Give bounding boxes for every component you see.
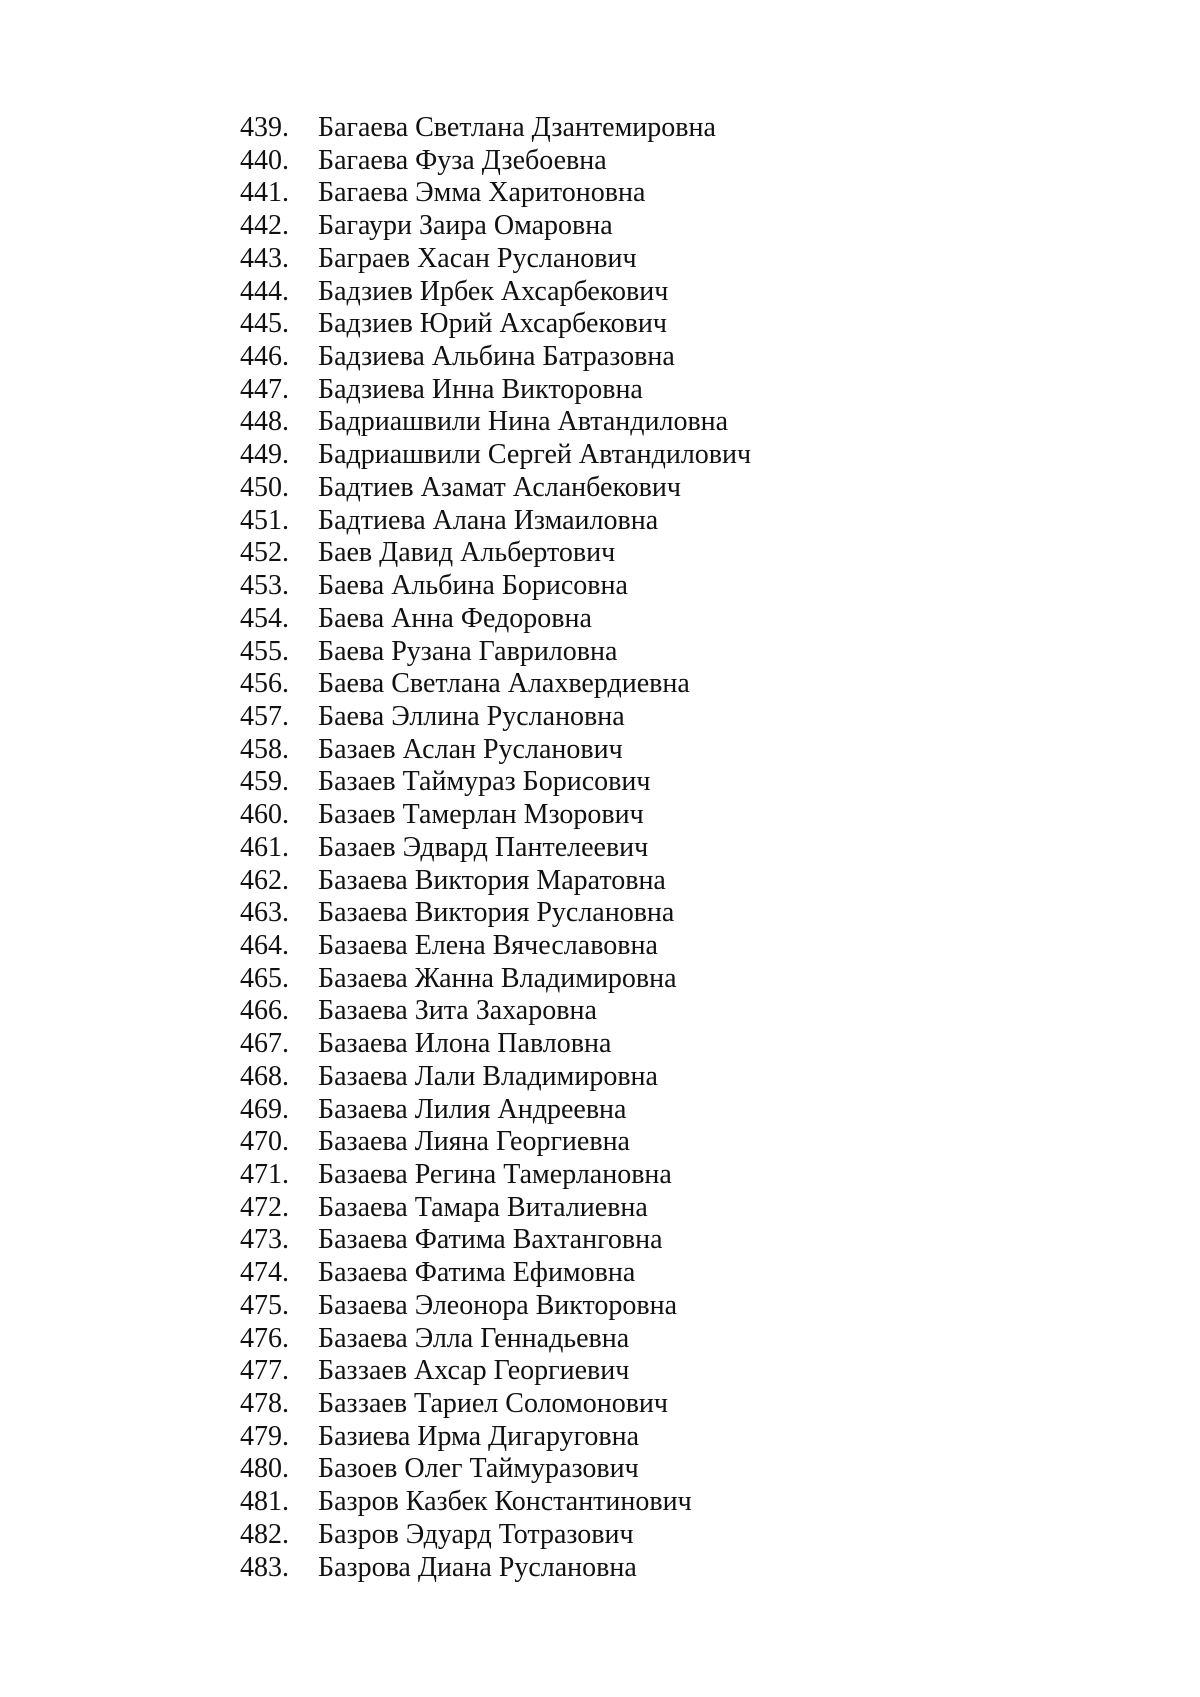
- list-item-name: Базиева Ирма Дигаруговна: [318, 1420, 640, 1452]
- list-item-number: 453.: [240, 570, 289, 602]
- list-item-name: Баграев Хасан Русланович: [318, 242, 637, 274]
- list-item-name: Базаева Лилия Андреевна: [318, 1093, 627, 1125]
- list-item-number: 479.: [240, 1420, 289, 1452]
- list-item-name: Базаева Лали Владимировна: [318, 1060, 658, 1092]
- list-item-name: Базаева Фатима Вахтанговна: [318, 1224, 663, 1256]
- list-item-name: Базаева Регина Тамерлановна: [318, 1159, 672, 1190]
- list-item-number: 471.: [240, 1159, 289, 1190]
- list-item-name: Бадзиев Юрий Ахсарбекович: [318, 308, 667, 340]
- list-item-name: Базаева Елена Вячеславовна: [318, 929, 658, 961]
- list-item-number: 483.: [240, 1551, 289, 1583]
- list-item-name: Багаева Фуза Дзебоевна: [318, 144, 607, 176]
- list-item-number: 446.: [240, 341, 289, 373]
- list-item-number: 442.: [240, 210, 289, 242]
- list-item-number: 458.: [240, 733, 289, 765]
- list-item-number: 481.: [240, 1486, 289, 1518]
- list-item-name: Баззаев Ахсар Георгиевич: [318, 1355, 630, 1387]
- list-item-number: 449.: [240, 439, 289, 471]
- list-item-name: Бадриашвили Нина Автандиловна: [318, 406, 729, 438]
- list-item-name: Базаева Виктория Руслановна: [318, 897, 675, 929]
- list-item-number: 440.: [240, 144, 289, 176]
- list-item-number: 445.: [240, 308, 289, 340]
- list-item-name: Базаева Виктория Маратовна: [318, 864, 666, 896]
- list-item-name: Базаева Илона Павловна: [318, 1028, 612, 1060]
- list-item-number: 454.: [240, 602, 289, 634]
- list-item-name: Базрова Диана Руслановна: [318, 1551, 637, 1583]
- list-item-name: Базаева Фатима Ефимовна: [318, 1257, 636, 1289]
- list-item-number: 444.: [240, 275, 289, 307]
- list-item-number: 457.: [240, 700, 289, 732]
- list-item-name: Базаев Таймураз Борисович: [318, 766, 651, 798]
- list-item-name: Баева Альбина Борисовна: [318, 570, 628, 602]
- list-item-number: 482.: [240, 1518, 289, 1550]
- list-item-number: 452.: [240, 537, 289, 569]
- list-item-name: Багаева Эмма Харитоновна: [318, 177, 646, 209]
- list-item-name: Бадриашвили Сергей Автандилович: [318, 439, 752, 471]
- list-item-number: 477.: [240, 1355, 289, 1387]
- list-item-number: 463.: [240, 897, 289, 929]
- list-item-number: 441.: [240, 177, 289, 209]
- list-item-number: 480.: [240, 1453, 289, 1485]
- list-item-number: 469.: [240, 1093, 289, 1125]
- list-item-name: Базаева Жанна Владимировна: [318, 962, 677, 994]
- list-item-name: Базаева Элеонора Викторовна: [318, 1289, 678, 1321]
- list-item-name: Бадзиева Альбина Батразовна: [318, 341, 675, 373]
- list-item-name: Баева Светлана Алахвердиевна: [318, 668, 690, 700]
- list-item-number: 461.: [240, 831, 289, 863]
- list-item-name: Базров Казбек Константинович: [318, 1486, 692, 1518]
- list-item-number: 448.: [240, 406, 289, 438]
- list-item-number: 466.: [240, 995, 289, 1027]
- list-item-name: Базаев Эдвард Пантелеевич: [318, 831, 649, 863]
- list-item-name: Базаев Аслан Русланович: [318, 733, 623, 765]
- list-item-number: 472.: [240, 1191, 289, 1223]
- list-item-name: Базаева Зита Захаровна: [318, 995, 597, 1027]
- list-item-number: 474.: [240, 1257, 289, 1289]
- list-item-name: Бадзиева Инна Викторовна: [318, 373, 643, 405]
- list-item-number: 460.: [240, 799, 289, 831]
- list-item-name: Базров Эдуард Тотразович: [318, 1518, 634, 1550]
- list-item-number: 451.: [240, 504, 289, 536]
- list-item-number: 456.: [240, 668, 289, 700]
- list-item-name: Базаева Элла Геннадьевна: [318, 1322, 630, 1354]
- list-item-number: 476.: [240, 1322, 289, 1354]
- list-item-name: Базаева Лияна Георгиевна: [318, 1126, 630, 1158]
- list-item-name: Базаева Тамара Виталиевна: [318, 1191, 648, 1223]
- list-item-number: 462.: [240, 864, 289, 896]
- list-item-number: 473.: [240, 1224, 289, 1256]
- list-item-number: 475.: [240, 1289, 289, 1321]
- list-item-number: 455.: [240, 635, 289, 667]
- list-item-name: Бадтиев Азамат Асланбекович: [318, 471, 681, 503]
- list-item-name: Баев Давид Альбертович: [318, 537, 616, 569]
- list-item-number: 464.: [240, 929, 289, 961]
- list-item-name: Баззаев Тариел Соломонович: [318, 1388, 668, 1420]
- list-item-number: 447.: [240, 373, 289, 405]
- list-item-number: 470.: [240, 1126, 289, 1158]
- list-item-name: Баева Рузана Гавриловна: [318, 635, 618, 667]
- list-item-name: Баева Эллина Руслановна: [318, 700, 625, 732]
- list-item-number: 478.: [240, 1388, 289, 1420]
- list-item-name: Багаури Заира Омаровна: [318, 210, 613, 242]
- list-item-number: 468.: [240, 1060, 289, 1092]
- list-item-name: Базоев Олег Таймуразович: [318, 1453, 639, 1485]
- list-item-number: 450.: [240, 471, 289, 503]
- list-item-name: Баева Анна Федоровна: [318, 602, 592, 634]
- list-item-name: Базаев Тамерлан Мзорович: [318, 799, 644, 831]
- list-item-number: 467.: [240, 1028, 289, 1060]
- list-item-number: 443.: [240, 242, 289, 274]
- list-item-number: 465.: [240, 962, 289, 994]
- list-item-name: Бадзиев Ирбек Ахсарбекович: [318, 275, 669, 307]
- list-item-name: Багаева Светлана Дзантемировна: [318, 112, 716, 143]
- list-item-number: 459.: [240, 766, 289, 798]
- list-item-number: 439.: [240, 112, 289, 143]
- list-item-name: Бадтиева Алана Измаиловна: [318, 504, 659, 536]
